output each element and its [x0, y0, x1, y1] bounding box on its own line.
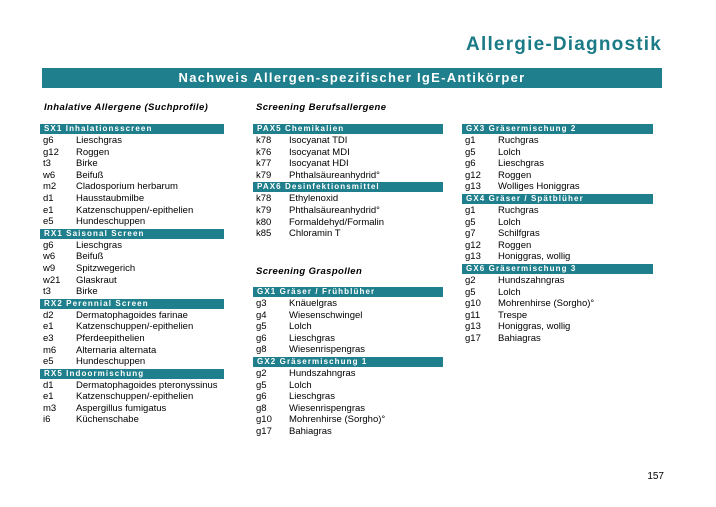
allergen-row — [40, 251, 224, 263]
allergen-name: Beifuß — [76, 251, 104, 263]
allergen-code: g17 — [465, 332, 481, 344]
allergen-code: t3 — [43, 158, 51, 170]
allergen-code: d1 — [43, 192, 54, 204]
allergen-row — [40, 263, 224, 275]
allergen-row — [462, 147, 653, 159]
group-rx1 — [40, 229, 224, 298]
allergen-name: Mohrenhirse (Sorgho)° — [498, 298, 595, 310]
allergen-code: g17 — [256, 425, 272, 437]
allergen-row — [253, 170, 443, 182]
allergen-code: g1 — [465, 135, 476, 146]
allergen-name: Chloramin T — [289, 228, 341, 240]
group-header-sx1: SX1 Inhalationsscreen — [40, 124, 224, 134]
allergen-row — [253, 380, 443, 392]
allergen-name: Lolch — [498, 216, 521, 228]
allergen-code: m2 — [43, 181, 57, 193]
allergen-code: g11 — [465, 309, 481, 321]
allergen-name: Ruchgras — [498, 135, 539, 146]
allergen-row — [40, 216, 224, 228]
allergen-name: Schilfgras — [498, 228, 540, 240]
allergen-code: k78 — [256, 135, 272, 146]
allergen-code: m3 — [43, 402, 57, 414]
allergen-name: Pferdeepithelien — [76, 332, 145, 344]
allergen-code: e1 — [43, 391, 54, 403]
allergen-name: Hausstaubmilbe — [76, 192, 145, 204]
allergen-row — [462, 217, 653, 229]
group-header-gx1: GX1 Gräser / Frühblüher — [253, 287, 443, 297]
allergen-name: Roggen — [498, 169, 532, 181]
allergen-name: Isocyanat TDI — [289, 135, 348, 146]
allergen-row — [40, 345, 224, 357]
group-rx5 — [40, 369, 224, 426]
allergen-row — [253, 298, 443, 310]
allergen-row — [462, 135, 653, 147]
group-header-pax6: PAX6 Desinfektionsmittel — [253, 182, 443, 192]
group-gx2 — [253, 357, 443, 438]
allergen-code: g7 — [465, 228, 476, 240]
allergen-row — [253, 193, 443, 205]
allergen-code: g4 — [256, 309, 267, 321]
allergen-row — [40, 391, 224, 403]
group-gx3 — [462, 124, 653, 193]
allergen-code: g10 — [465, 298, 481, 310]
group-header-gx6: GX6 Gräsermischung 3 — [462, 264, 653, 274]
allergen-code: i6 — [43, 414, 51, 426]
allergen-name: Wiesenrispengras — [289, 402, 366, 414]
allergen-name: Ruchgras — [498, 204, 539, 216]
allergen-row — [462, 240, 653, 252]
allergen-code: g8 — [256, 402, 267, 414]
allergen-code: k80 — [256, 216, 272, 228]
allergen-row — [462, 170, 653, 182]
allergen-row — [253, 228, 443, 240]
allergen-name: Lieschgras — [498, 158, 544, 170]
allergen-name: Birke — [76, 158, 98, 170]
allergen-name: Formaldehyd/Formalin — [289, 216, 385, 228]
allergen-name: Bahiagras — [289, 425, 332, 437]
allergen-name: Lieschgras — [76, 239, 122, 251]
allergen-code: e3 — [43, 332, 54, 344]
allergen-code: g6 — [256, 332, 267, 344]
allergen-name: Lieschgras — [76, 135, 122, 146]
allergen-row — [462, 298, 653, 310]
allergen-name: Alternaria alternata — [76, 344, 157, 356]
allergen-code: w6 — [43, 251, 56, 263]
allergen-name: Hundeschuppen — [76, 216, 146, 228]
allergen-row — [253, 391, 443, 403]
allergen-name: Spitzwegerich — [76, 262, 136, 274]
group-header-rx1: RX1 Saisonal Screen — [40, 229, 224, 239]
allergen-name: Lieschgras — [289, 332, 335, 344]
allergen-row — [253, 310, 443, 322]
allergen-code: g1 — [465, 204, 476, 216]
allergen-row — [40, 380, 224, 392]
allergen-name: Lolch — [289, 321, 312, 333]
allergen-name: Lieschgras — [289, 391, 335, 403]
allergen-code: d2 — [43, 309, 54, 321]
allergen-code: g6 — [256, 391, 267, 403]
allergen-row — [253, 414, 443, 426]
allergen-name: Aspergillus fumigatus — [76, 402, 167, 414]
group-header-gx2: GX2 Gräsermischung 1 — [253, 357, 443, 367]
allergen-name: Katzenschuppen/-epithelien — [76, 391, 194, 403]
allergen-name: Honiggras, wollig — [498, 251, 571, 263]
allergen-code: g3 — [256, 298, 267, 309]
allergen-code: k76 — [256, 146, 272, 158]
allergen-name: Mohrenhirse (Sorgho)° — [289, 414, 386, 426]
allergen-code: g5 — [465, 216, 476, 228]
group-header-gx4: GX4 Gräser / Spätblüher — [462, 194, 653, 204]
allergen-row — [462, 333, 653, 345]
allergen-name: Roggen — [76, 146, 110, 158]
allergen-code: g5 — [256, 321, 267, 333]
allergen-row — [462, 251, 653, 263]
group-rx2 — [40, 299, 224, 368]
allergen-row — [40, 193, 224, 205]
allergen-name: Bahiagras — [498, 332, 541, 344]
allergen-code: g6 — [465, 158, 476, 170]
allergen-row — [462, 287, 653, 299]
allergen-code: k78 — [256, 193, 272, 205]
allergen-code: g13 — [465, 251, 481, 263]
allergen-name: Lolch — [498, 146, 521, 158]
allergen-name: Wolliges Honiggras — [498, 181, 580, 193]
allergen-name: Ethylenoxid — [289, 193, 339, 205]
allergen-code: g12 — [465, 169, 481, 181]
allergen-row — [40, 403, 224, 415]
allergen-row — [462, 181, 653, 193]
allergen-name: Katzenschuppen/-epithelien — [76, 321, 194, 333]
allergen-row — [40, 170, 224, 182]
allergen-code: e1 — [43, 204, 54, 216]
allergen-code: m6 — [43, 344, 57, 356]
middle-column-bottom — [253, 286, 443, 438]
allergen-row — [253, 333, 443, 345]
left-column — [40, 123, 224, 426]
allergen-name: Birke — [76, 286, 98, 298]
allergen-code: g6 — [43, 135, 54, 146]
allergen-name: Hundszahngras — [289, 367, 356, 379]
middle-column-top — [253, 123, 443, 240]
allergen-name: Phthalsäureanhydrid° — [289, 204, 380, 216]
allergen-row — [253, 147, 443, 159]
group-header-gx3: GX3 Gräsermischung 2 — [462, 124, 653, 134]
allergen-name: Katzenschuppen/-epithelien — [76, 204, 194, 216]
mid-column-heading-2: Screening Graspollen — [256, 266, 363, 277]
allergen-code: g5 — [256, 379, 267, 391]
group-header-rx2: RX2 Perennial Screen — [40, 299, 224, 309]
allergen-name: Wiesenrispengras — [289, 344, 366, 356]
allergen-row — [253, 403, 443, 415]
allergen-row — [253, 368, 443, 380]
allergen-code: g13 — [465, 181, 481, 193]
allergen-name: Roggen — [498, 239, 532, 251]
allergen-code: t3 — [43, 286, 51, 298]
allergen-row — [253, 344, 443, 356]
allergen-row — [40, 286, 224, 298]
allergen-code: e5 — [43, 216, 54, 228]
allergen-row — [462, 321, 653, 333]
allergen-name: Trespe — [498, 309, 528, 321]
allergen-name: Lolch — [498, 286, 521, 298]
allergen-row — [462, 228, 653, 240]
allergen-name: Glaskraut — [76, 274, 117, 286]
allergen-code: w6 — [43, 169, 56, 181]
allergen-code: g2 — [465, 274, 476, 286]
allergen-row — [253, 426, 443, 438]
right-column — [462, 123, 653, 345]
allergen-row — [40, 414, 224, 426]
allergen-name: Hundszahngras — [498, 274, 565, 286]
allergen-code: g8 — [256, 344, 267, 356]
group-gx6 — [462, 264, 653, 345]
allergen-row — [253, 321, 443, 333]
allergen-code: g5 — [465, 146, 476, 158]
allergen-name: Knäuelgras — [289, 298, 338, 309]
allergen-row — [40, 310, 224, 322]
allergen-row — [40, 356, 224, 368]
allergen-name: Dermatophagoides pteronyssinus — [76, 379, 218, 391]
allergen-code: g5 — [465, 286, 476, 298]
allergen-name: Cladosporium herbarum — [76, 181, 178, 193]
allergen-name: Isocyanat MDI — [289, 146, 350, 158]
allergen-row — [40, 147, 224, 159]
allergen-code: d1 — [43, 379, 54, 391]
allergen-row — [462, 205, 653, 217]
section-banner: Nachweis Allergen-spezifischer IgE-Antikörper — [42, 68, 662, 88]
allergen-name: Honiggras, wollig — [498, 321, 571, 333]
allergen-code: g13 — [465, 321, 481, 333]
group-header-rx5: RX5 Indoormischung — [40, 369, 224, 379]
allergen-name: Lolch — [289, 379, 312, 391]
allergen-code: w21 — [43, 274, 61, 286]
allergen-code: k79 — [256, 169, 272, 181]
allergen-code: g6 — [43, 239, 54, 251]
allergen-name: Dermatophagoides farinae — [76, 309, 188, 321]
allergen-name: Phthalsäureanhydrid° — [289, 169, 380, 181]
allergen-row — [253, 205, 443, 217]
allergen-name: Wiesenschwingel — [289, 309, 363, 321]
allergen-row — [40, 158, 224, 170]
allergen-code: g10 — [256, 414, 272, 426]
allergen-row — [462, 310, 653, 322]
allergen-row — [40, 135, 224, 147]
allergen-code: k77 — [256, 158, 272, 170]
allergen-code: g12 — [465, 239, 481, 251]
allergen-code: e1 — [43, 321, 54, 333]
allergen-row — [40, 181, 224, 193]
group-header-pax5: PAX5 Chemikalien — [253, 124, 443, 134]
allergen-row — [253, 217, 443, 229]
allergen-code: w9 — [43, 262, 56, 274]
allergen-row — [40, 321, 224, 333]
allergen-name: Isocyanat HDI — [289, 158, 349, 170]
group-gx4 — [462, 194, 653, 263]
allergen-code: k85 — [256, 228, 272, 240]
group-gx1 — [253, 287, 443, 356]
allergen-row — [253, 135, 443, 147]
allergen-row — [462, 275, 653, 287]
mid-column-heading-1: Screening Berufsallergene — [256, 102, 387, 113]
allergen-code: g12 — [43, 146, 59, 158]
group-sx1 — [40, 124, 224, 228]
left-column-heading: Inhalative Allergene (Suchprofile) — [44, 102, 209, 113]
group-pax5 — [253, 124, 443, 181]
allergen-code: k79 — [256, 204, 272, 216]
page-title: Allergie-Diagnostik — [466, 34, 662, 55]
allergen-row — [40, 205, 224, 217]
allergen-row — [253, 158, 443, 170]
allergen-row — [40, 240, 224, 252]
group-pax6 — [253, 182, 443, 239]
allergen-name: Küchenschabe — [76, 414, 139, 426]
page-number: 157 — [647, 471, 664, 482]
allergen-code: e5 — [43, 356, 54, 368]
allergen-name: Beifuß — [76, 169, 104, 181]
allergen-code: g2 — [256, 367, 267, 379]
allergen-row — [40, 333, 224, 345]
allergen-row — [462, 158, 653, 170]
allergen-row — [40, 275, 224, 287]
allergen-name: Hundeschuppen — [76, 356, 146, 368]
